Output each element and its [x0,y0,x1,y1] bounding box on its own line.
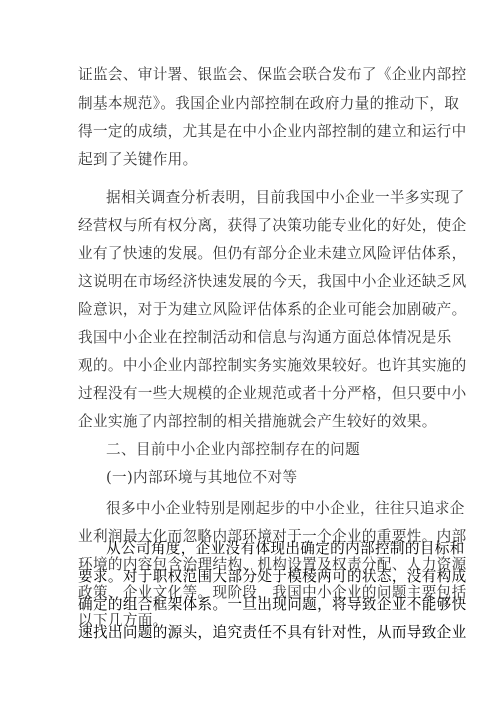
paragraph-line: 险意识，对于为建立风险评估体系的企业可能会加剧破产。 [78,301,467,318]
paragraph-line: 从公司角度，企业没有体现出确定的内部控制的目标和 [106,541,465,557]
subsection-heading: (一)内部环境与其地位不对等 [106,469,298,486]
paragraph-line: 起到了关键作用。 [78,151,198,168]
paragraph-line: 得一定的成绩，尤其是在中小企业内部控制的建立和运行中 [78,123,467,140]
paragraph-line: 环境的内容包含治理结构、机构设置及权责分配、人力资源 [78,556,467,573]
paragraph-line: 政策、企业文化等。现阶段，我国中小企业的问题主要包括 [78,584,467,601]
paragraph-line: 这说明在市场经济快速发展的今天，我国中小企业还缺乏风 [78,273,467,290]
paragraph-line: 要求。对于职权范围大部分处于模棱两可的状态，没有构成 [78,569,467,585]
paragraph-line: 很多中小企业特别是刚起步的中小企业，往往只追求企 [106,500,465,517]
paragraph-line: 企业实施了内部控制的相关措施就会产生较好的效果。 [78,413,437,430]
paragraph-line: 据相关调查分析表明，目前我国中小企业一半多实现了 [106,189,465,206]
paragraph-line: 以下几方面。 [78,612,168,629]
paragraph-line: 观的。中小企业内部控制实务实施效果较好。也许其实施的 [78,357,467,374]
paragraph-line: 业利润最大化而忽略内部环境对于一个企业的重要性。内部 [78,528,467,545]
paragraph-line: 经营权与所有权分离，获得了决策功能专业化的好处，使企 [78,217,467,234]
paragraph-line: 业有了快速的发展。但仍有部分企业未建立风险评估体系， [78,245,467,262]
paragraph-line: 速找出问题的源头，追究责任不具有针对性，从而导致企业 [78,625,467,641]
section-heading: 二、目前中小企业内部控制存在的问题 [106,441,361,458]
paragraph-line: 确定的组合框架体系。一旦出现问题，将导致企业不能够快 [78,597,467,613]
paragraph-line: 过程没有一些大规模的企业规范或者十分严格，但只要中小 [78,385,467,402]
paragraph-line: 制基本规范》。我国企业内部控制在政府力量的推动下，取 [78,95,460,112]
paragraph-line: 我国中小企业在控制活动和信息与沟通方面总体情况是乐 [78,329,452,346]
paragraph-line: 证监会、审计署、银监会、保监会联合发布了《企业内部控 [78,66,467,83]
